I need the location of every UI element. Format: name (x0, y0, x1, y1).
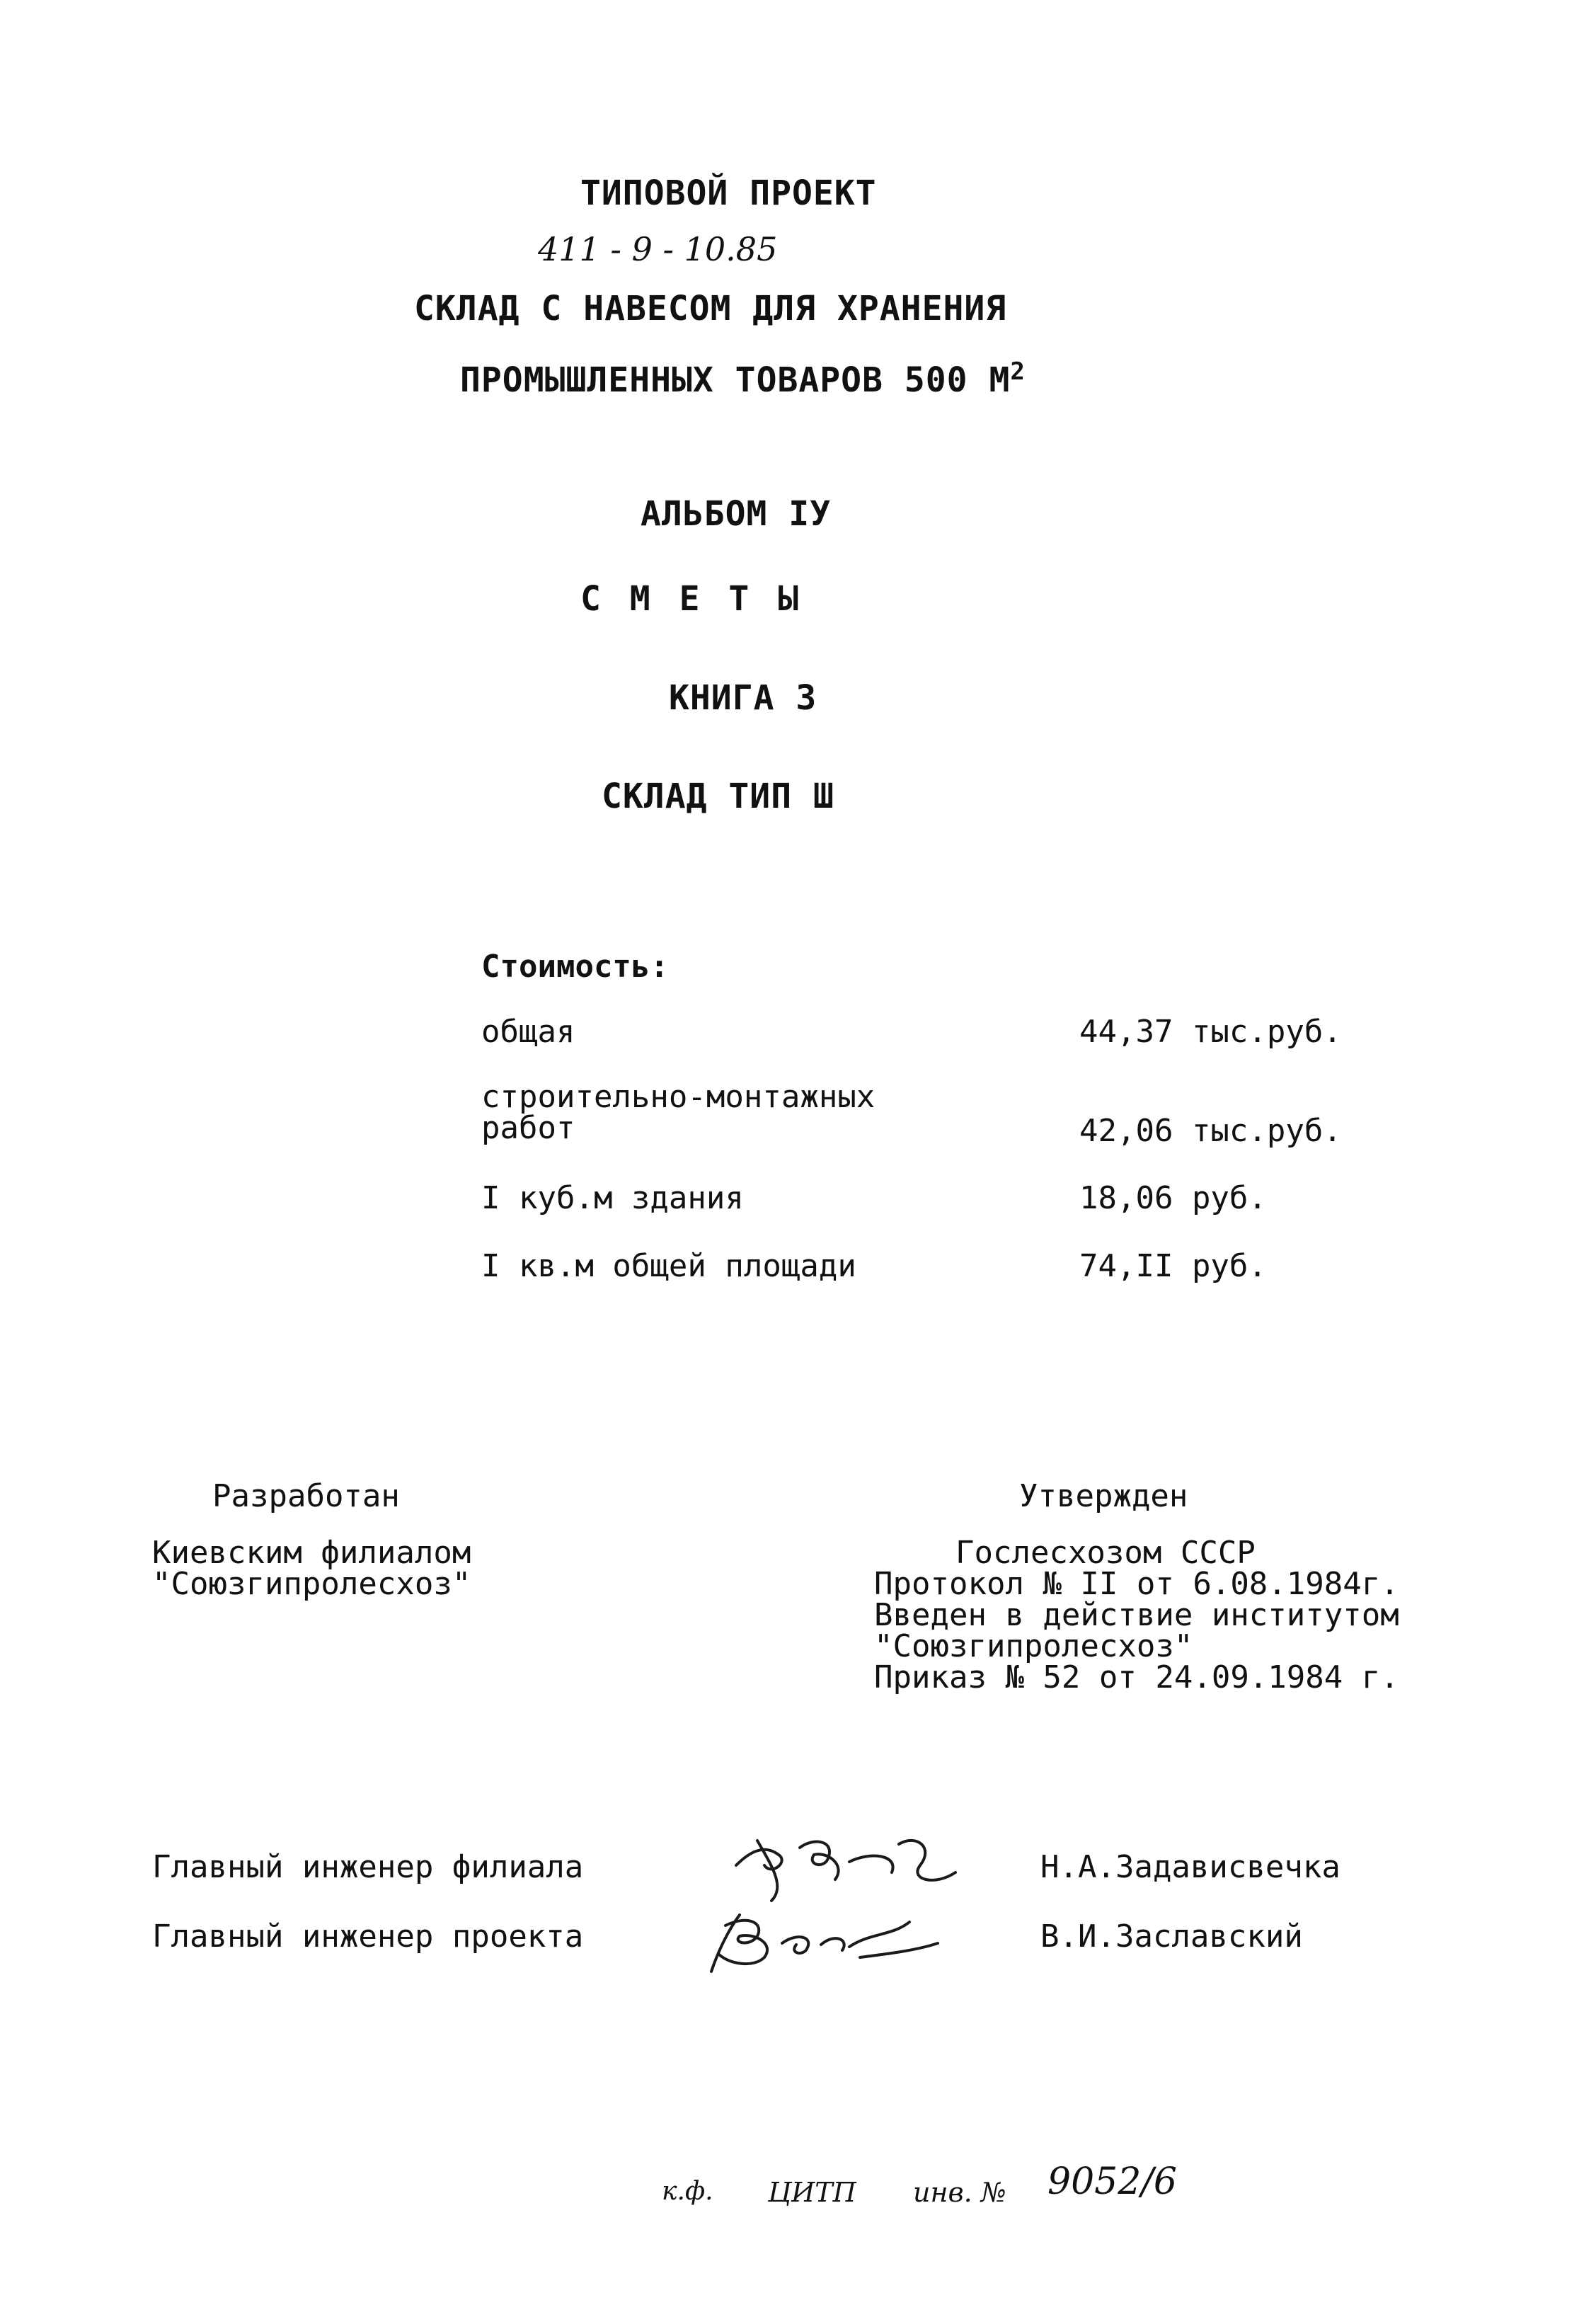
footer-inventory-number: 9052/6 (1047, 2161, 1177, 2203)
developed-line-1: Киевским филиалом (152, 1535, 471, 1571)
signature-role-branch: Главный инженер филиала (152, 1849, 584, 1885)
project-number: 411 - 9 - 10.85 (538, 230, 778, 268)
cost-row-area-value: 74,II руб. (1079, 1248, 1267, 1284)
signature-role-project: Главный инженер проекта (152, 1918, 584, 1955)
title-line-1: СКЛАД С НАВЕСОМ ДЛЯ ХРАНЕНИЯ (414, 289, 1007, 328)
cost-row-total-label: общая (481, 1014, 575, 1050)
title-line-2-text: ПРОМЫШЛЕННЫХ ТОВАРОВ 500 М (460, 360, 1011, 400)
approved-line-5: Приказ № 52 от 24.09.1984 г. (874, 1659, 1399, 1695)
signature-name-project: В.И.Заславский (1040, 1918, 1303, 1955)
approved-line-2: Протокол № II от 6.08.1984г. (874, 1566, 1399, 1602)
approved-line-4: "Союзгипролесхоз" (874, 1628, 1193, 1664)
cost-heading: Стоимость: (481, 949, 669, 985)
book-label: КНИГА 3 (669, 678, 817, 718)
developed-line-2: "Союзгипролесхоз" (152, 1566, 471, 1602)
album-label: АЛЬБОМ IУ (641, 494, 832, 534)
footer-inv: инв. № (913, 2177, 1006, 2208)
approved-line-3: Введен в действие институтом (874, 1597, 1399, 1633)
cost-row-cubic-label: I куб.м здания (481, 1180, 744, 1216)
title-line-2 (460, 357, 1026, 400)
footer-kf: к.ф. (662, 2177, 713, 2206)
signature-image-project (697, 1894, 952, 1979)
cost-row-construction-label: строительно-монтажных работ (481, 1079, 875, 1146)
smety-label: С М Е Т Ы (580, 579, 803, 619)
approved-heading: Утвержден (1019, 1478, 1188, 1514)
approved-line-1: Гослесхозом СССР (955, 1535, 1256, 1571)
title-superscript: 2 (1010, 357, 1026, 386)
warehouse-type-label: СКЛАД ТИП Ш (602, 777, 834, 816)
signature-name-branch: Н.А.Задависвечка (1040, 1849, 1340, 1885)
cost-row-area-label: I кв.м общей площади (481, 1248, 856, 1284)
cost-row-cubic-value: 18,06 руб. (1079, 1180, 1267, 1216)
developed-heading: Разработан (212, 1478, 400, 1514)
footer-citp: ЦИТП (768, 2177, 856, 2208)
cost-row-total-value: 44,37 тыс.руб. (1079, 1014, 1342, 1050)
doc-type: ТИПОВОЙ ПРОЕКТ (580, 173, 877, 213)
cost-row-construction-value: 42,06 тыс.руб. (1079, 1113, 1342, 1149)
